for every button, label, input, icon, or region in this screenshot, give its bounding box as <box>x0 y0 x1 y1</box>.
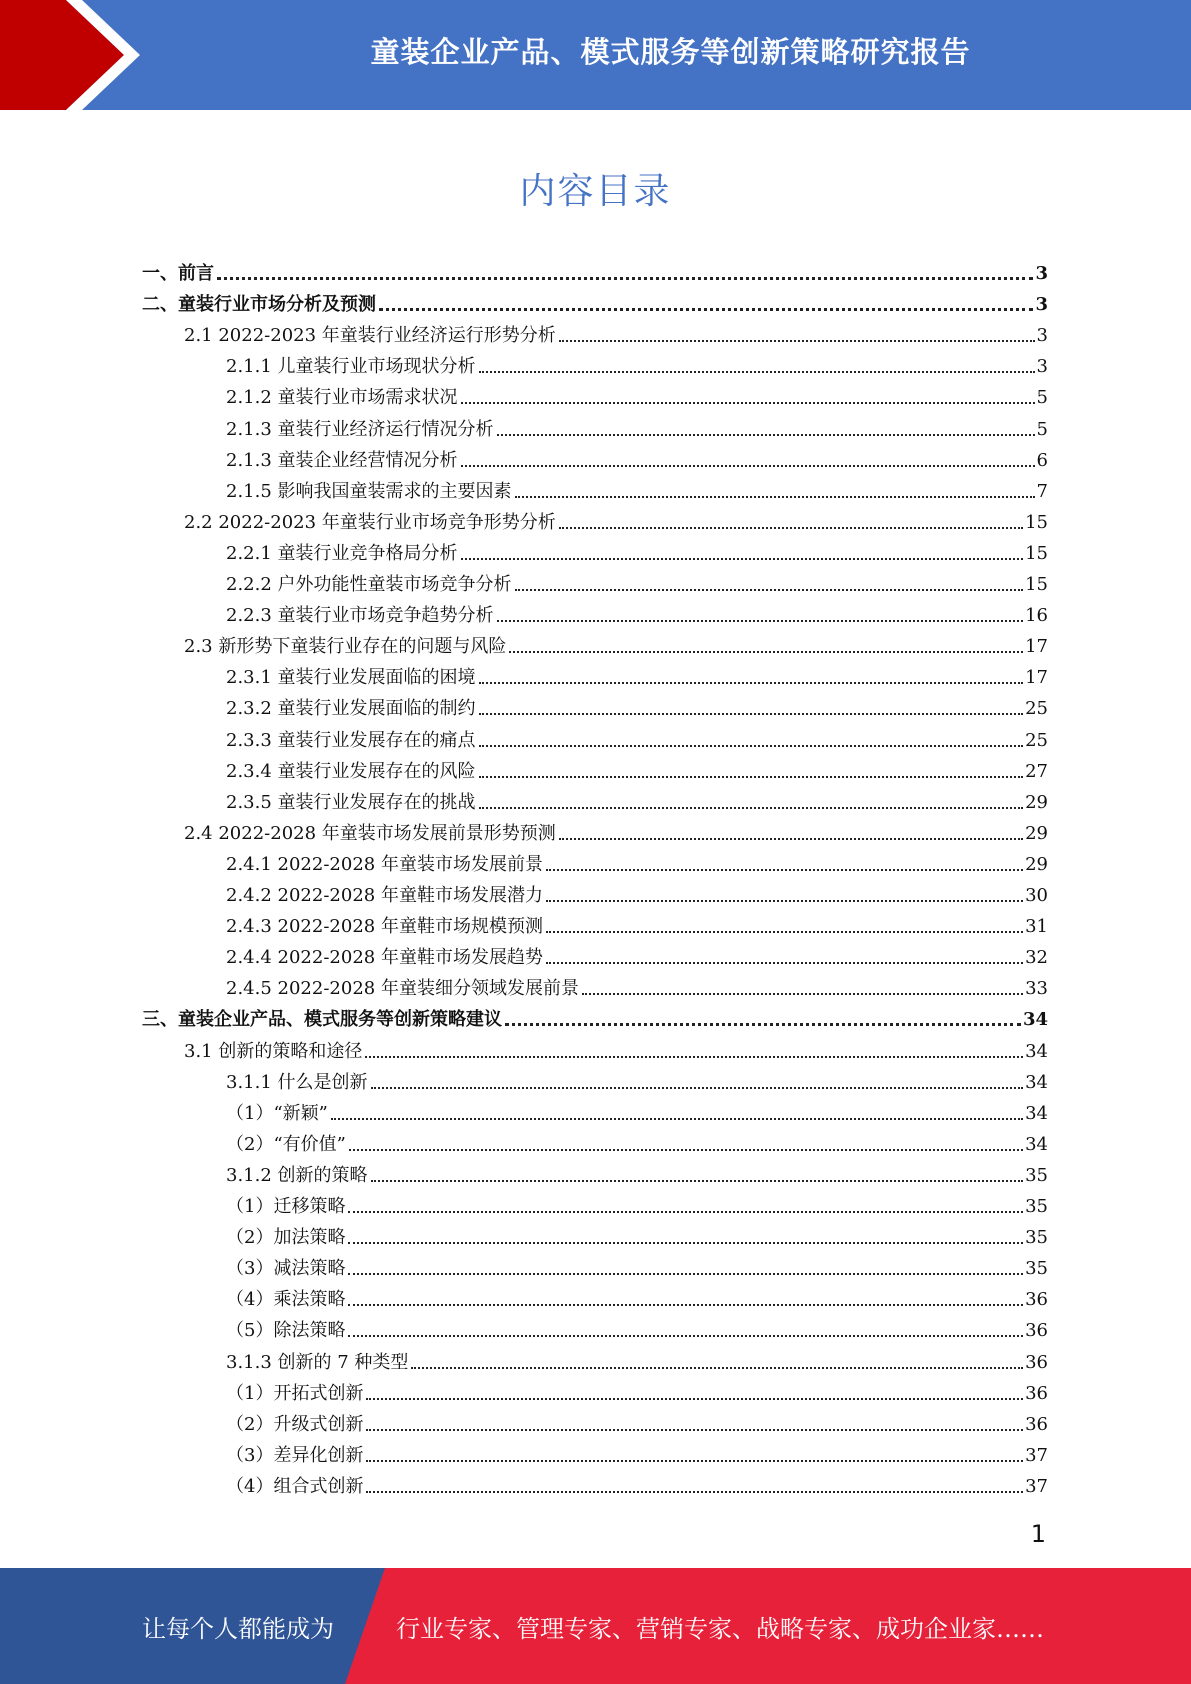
toc-entry-title: 3.1.1 什么是创新 <box>226 1072 368 1093</box>
toc-dot-leader <box>479 776 1024 778</box>
toc-entry-page: 33 <box>1025 978 1048 999</box>
toc-entry-page: 3 <box>1035 294 1048 315</box>
toc-entry-title: （5）除法策略 <box>226 1320 346 1341</box>
toc-entry[interactable] <box>226 347 1048 378</box>
toc-entry-page: 36 <box>1025 1289 1048 1310</box>
toc-entry-page: 15 <box>1025 574 1048 595</box>
toc-entry[interactable] <box>226 938 1048 969</box>
toc-entry[interactable] <box>142 285 1048 316</box>
toc-entry-title: 2.2.3 童装行业市场竞争趋势分析 <box>226 605 494 626</box>
toc-dot-leader <box>331 1118 1023 1120</box>
toc-dot-leader <box>505 1023 1021 1026</box>
toc-dot-leader <box>348 1304 1023 1306</box>
toc-entry-page: 34 <box>1025 1041 1048 1062</box>
toc-entry-title: 一、前言 <box>142 263 214 284</box>
toc-entry[interactable] <box>226 689 1048 720</box>
toc-entry-page: 25 <box>1025 730 1048 751</box>
toc-entry-title: 3.1.3 创新的 7 种类型 <box>226 1352 409 1373</box>
toc-entry[interactable] <box>226 1063 1048 1094</box>
toc-entry-page: 7 <box>1036 481 1048 502</box>
toc-entry-title: 三、童装企业产品、模式服务等创新策略建议 <box>142 1009 502 1030</box>
toc-entry-page: 3 <box>1036 325 1048 346</box>
toc-entry-page: 27 <box>1025 761 1048 782</box>
toc-entry-title: 2.3.4 童装行业发展存在的风险 <box>226 761 476 782</box>
footer-band <box>0 1568 1191 1684</box>
toc-entry[interactable] <box>226 721 1048 752</box>
toc-entry-title: 2.4.2 2022-2028 年童鞋市场发展潜力 <box>226 885 543 906</box>
toc-entry-page: 34 <box>1025 1072 1048 1093</box>
toc-dot-leader <box>217 277 1033 280</box>
toc-entry-page: 6 <box>1036 450 1048 471</box>
toc-entry[interactable] <box>226 378 1048 409</box>
toc-entry-page: 32 <box>1025 947 1048 968</box>
toc-entry[interactable] <box>226 969 1048 1000</box>
toc-entry-title: 2.1 2022-2023 年童装行业经济运行形势分析 <box>184 325 556 346</box>
toc-entry-page: 15 <box>1025 512 1048 533</box>
toc-dot-leader <box>366 1398 1023 1400</box>
toc-entry[interactable] <box>184 316 1048 347</box>
toc-entry-page: 35 <box>1025 1165 1048 1186</box>
toc-entry-page: 35 <box>1025 1196 1048 1217</box>
toc-dot-leader <box>349 1149 1023 1151</box>
toc-entry[interactable] <box>226 845 1048 876</box>
toc-entry-page: 36 <box>1025 1383 1048 1404</box>
toc-entry-title: 2.3.5 童装行业发展存在的挑战 <box>226 792 476 813</box>
toc-entry-title: 2.2 2022-2023 年童装行业市场竞争形势分析 <box>184 512 556 533</box>
toc-entry-page: 34 <box>1025 1134 1048 1155</box>
toc-entry-page: 34 <box>1025 1103 1048 1124</box>
toc-entry-title: （4）乘法策略 <box>226 1289 346 1310</box>
toc-entry-title: 二、童装行业市场分析及预测 <box>142 294 376 315</box>
toc-dot-leader <box>348 1335 1023 1337</box>
toc-entry-page: 3 <box>1036 356 1048 377</box>
toc-dot-leader <box>479 371 1035 373</box>
toc-dot-leader <box>366 1491 1023 1493</box>
toc-dot-leader <box>461 558 1024 560</box>
toc-entry-page: 36 <box>1025 1352 1048 1373</box>
toc-entry[interactable] <box>226 1467 1048 1498</box>
toc-dot-leader <box>559 340 1035 342</box>
toc-entry-title: 2.2.2 户外功能性童装市场竞争分析 <box>226 574 512 595</box>
toc-entry-title: 2.4.5 2022-2028 年童装细分领域发展前景 <box>226 978 579 999</box>
toc-dot-leader <box>366 1460 1023 1462</box>
toc-dot-leader <box>379 308 1033 311</box>
toc-entry-title: 2.3.1 童装行业发展面临的困境 <box>226 667 476 688</box>
toc-entry-title: 2.4.4 2022-2028 年童鞋市场发展趋势 <box>226 947 543 968</box>
toc-entry-title: 2.1.5 影响我国童装需求的主要因素 <box>226 481 512 502</box>
toc-dot-leader <box>348 1273 1023 1275</box>
toc-entry-page: 35 <box>1025 1227 1048 1248</box>
toc-dot-leader <box>515 589 1024 591</box>
toc-entry[interactable] <box>226 1405 1048 1436</box>
toc-entry-title: 2.3.2 童装行业发展面临的制约 <box>226 698 476 719</box>
toc-entry-title: 2.4.1 2022-2028 年童装市场发展前景 <box>226 854 543 875</box>
toc-dot-leader <box>559 527 1023 529</box>
toc-entry-page: 5 <box>1036 419 1048 440</box>
toc-entry[interactable] <box>226 596 1048 627</box>
toc-dot-leader <box>365 1056 1023 1058</box>
toc-entry-page: 16 <box>1025 605 1048 626</box>
toc-dot-leader <box>479 745 1024 747</box>
toc-entry-title: 2.1.1 儿童装行业市场现状分析 <box>226 356 476 377</box>
toc-entry-title: （4）组合式创新 <box>226 1476 364 1497</box>
toc-entry-title: 2.1.3 童装行业经济运行情况分析 <box>226 419 494 440</box>
toc-entry[interactable] <box>226 1094 1048 1125</box>
toc-dot-leader <box>348 1211 1023 1213</box>
toc-entry-title: （1）开拓式创新 <box>226 1383 364 1404</box>
toc-dot-leader <box>371 1180 1024 1182</box>
toc-dot-leader <box>546 869 1023 871</box>
toc-dot-leader <box>497 620 1024 622</box>
toc-entry-page: 15 <box>1025 543 1048 564</box>
toc-dot-leader <box>479 807 1024 809</box>
toc-dot-leader <box>559 838 1023 840</box>
toc-entry[interactable] <box>226 1436 1048 1467</box>
toc-entry[interactable] <box>226 1311 1048 1342</box>
toc-dot-leader <box>348 1242 1023 1244</box>
toc-entry-title: （3）差异化创新 <box>226 1445 364 1466</box>
toc-entry-title: 2.4.3 2022-2028 年童鞋市场规模预测 <box>226 916 543 937</box>
toc-entry[interactable] <box>226 876 1048 907</box>
toc-entry-page: 36 <box>1025 1414 1048 1435</box>
toc-entry-title: （1）“新颖” <box>226 1103 328 1124</box>
toc-entry-title: 2.3.3 童装行业发展存在的痛点 <box>226 730 476 751</box>
toc-dot-leader <box>546 931 1023 933</box>
toc-dot-leader <box>461 402 1035 404</box>
toc-entry-title: 3.1 创新的策略和途径 <box>184 1041 363 1062</box>
toc-entry-page: 29 <box>1025 854 1048 875</box>
toc-entry[interactable] <box>226 534 1048 565</box>
toc-entry[interactable] <box>226 1218 1048 1249</box>
toc-entry-page: 35 <box>1025 1258 1048 1279</box>
toc-entry-page: 29 <box>1025 792 1048 813</box>
toc-entry-page: 29 <box>1025 823 1048 844</box>
toc-entry-page: 36 <box>1025 1320 1048 1341</box>
toc-entry-title: 2.1.2 童装行业市场需求状况 <box>226 387 458 408</box>
toc-entry-page: 17 <box>1025 636 1048 657</box>
toc-entry[interactable] <box>226 1343 1048 1374</box>
toc-entry[interactable] <box>226 410 1048 441</box>
header-arrow-decoration <box>0 0 160 110</box>
toc-entry[interactable] <box>226 1125 1048 1156</box>
toc-dot-leader <box>546 900 1023 902</box>
toc-entry-title: （2）加法策略 <box>226 1227 346 1248</box>
toc-entry-page: 17 <box>1025 667 1048 688</box>
toc-entry-title: 2.3 新形势下童装行业存在的问题与风险 <box>184 636 507 657</box>
page-number: 1 <box>1030 1520 1046 1548</box>
toc-entry[interactable] <box>226 472 1048 503</box>
toc-dot-leader <box>546 962 1023 964</box>
report-title: 童装企业产品、模式服务等创新策略研究报告 <box>370 34 971 69</box>
footer-slogan-left: 让每个人都能成为 <box>142 1614 334 1643</box>
toc-entry[interactable] <box>226 565 1048 596</box>
toc-entry[interactable] <box>226 783 1048 814</box>
toc-dot-leader <box>366 1429 1023 1431</box>
toc-heading: 内容目录 <box>519 171 672 212</box>
toc-entry[interactable] <box>226 1280 1048 1311</box>
toc-entry-page: 31 <box>1025 916 1048 937</box>
toc-dot-leader <box>479 682 1024 684</box>
toc-entry-title: （3）减法策略 <box>226 1258 346 1279</box>
toc-entry[interactable] <box>226 1249 1048 1280</box>
toc-entry-title: 2.4 2022-2028 年童装市场发展前景形势预测 <box>184 823 556 844</box>
toc-entry-title: （1）迁移策略 <box>226 1196 346 1217</box>
toc-entry-title: 2.2.1 童装行业竞争格局分析 <box>226 543 458 564</box>
toc-dot-leader <box>515 496 1035 498</box>
toc-dot-leader <box>509 651 1023 653</box>
toc-entry[interactable] <box>226 658 1048 689</box>
toc-entry-page: 34 <box>1022 1009 1048 1030</box>
toc-entry[interactable] <box>226 441 1048 472</box>
toc-entry-page: 37 <box>1025 1445 1048 1466</box>
header-band <box>0 0 1191 110</box>
toc-entry[interactable] <box>142 1000 1048 1031</box>
toc-entry[interactable] <box>226 907 1048 938</box>
toc-entry-page: 3 <box>1035 263 1048 284</box>
toc-entry[interactable] <box>184 503 1048 534</box>
toc-entry[interactable] <box>184 627 1048 658</box>
toc-entry[interactable] <box>226 1156 1048 1187</box>
toc-entry[interactable] <box>184 1032 1048 1063</box>
toc-entry[interactable] <box>226 752 1048 783</box>
toc-dot-leader <box>371 1087 1024 1089</box>
toc-dot-leader <box>497 434 1035 436</box>
footer-slogan-right: 行业专家、管理专家、营销专家、战略专家、成功企业家…… <box>396 1614 1044 1643</box>
toc-dot-leader <box>461 465 1035 467</box>
toc-entry-page: 30 <box>1025 885 1048 906</box>
toc-entry-title: （2）“有价值” <box>226 1134 346 1155</box>
toc-entry-page: 37 <box>1025 1476 1048 1497</box>
toc-dot-leader <box>582 993 1023 995</box>
toc-entry-title: 2.1.3 童装企业经营情况分析 <box>226 450 458 471</box>
toc-entry-title: （2）升级式创新 <box>226 1414 364 1435</box>
toc-dot-leader <box>479 713 1024 715</box>
toc-entry[interactable] <box>184 814 1048 845</box>
toc-dot-leader <box>411 1367 1023 1369</box>
toc-entry-title: 3.1.2 创新的策略 <box>226 1165 368 1186</box>
toc-entry[interactable] <box>226 1374 1048 1405</box>
toc-entry[interactable] <box>142 254 1048 285</box>
toc-entry-page: 25 <box>1025 698 1048 719</box>
toc-entry[interactable] <box>226 1187 1048 1218</box>
toc-entry-page: 5 <box>1036 387 1048 408</box>
